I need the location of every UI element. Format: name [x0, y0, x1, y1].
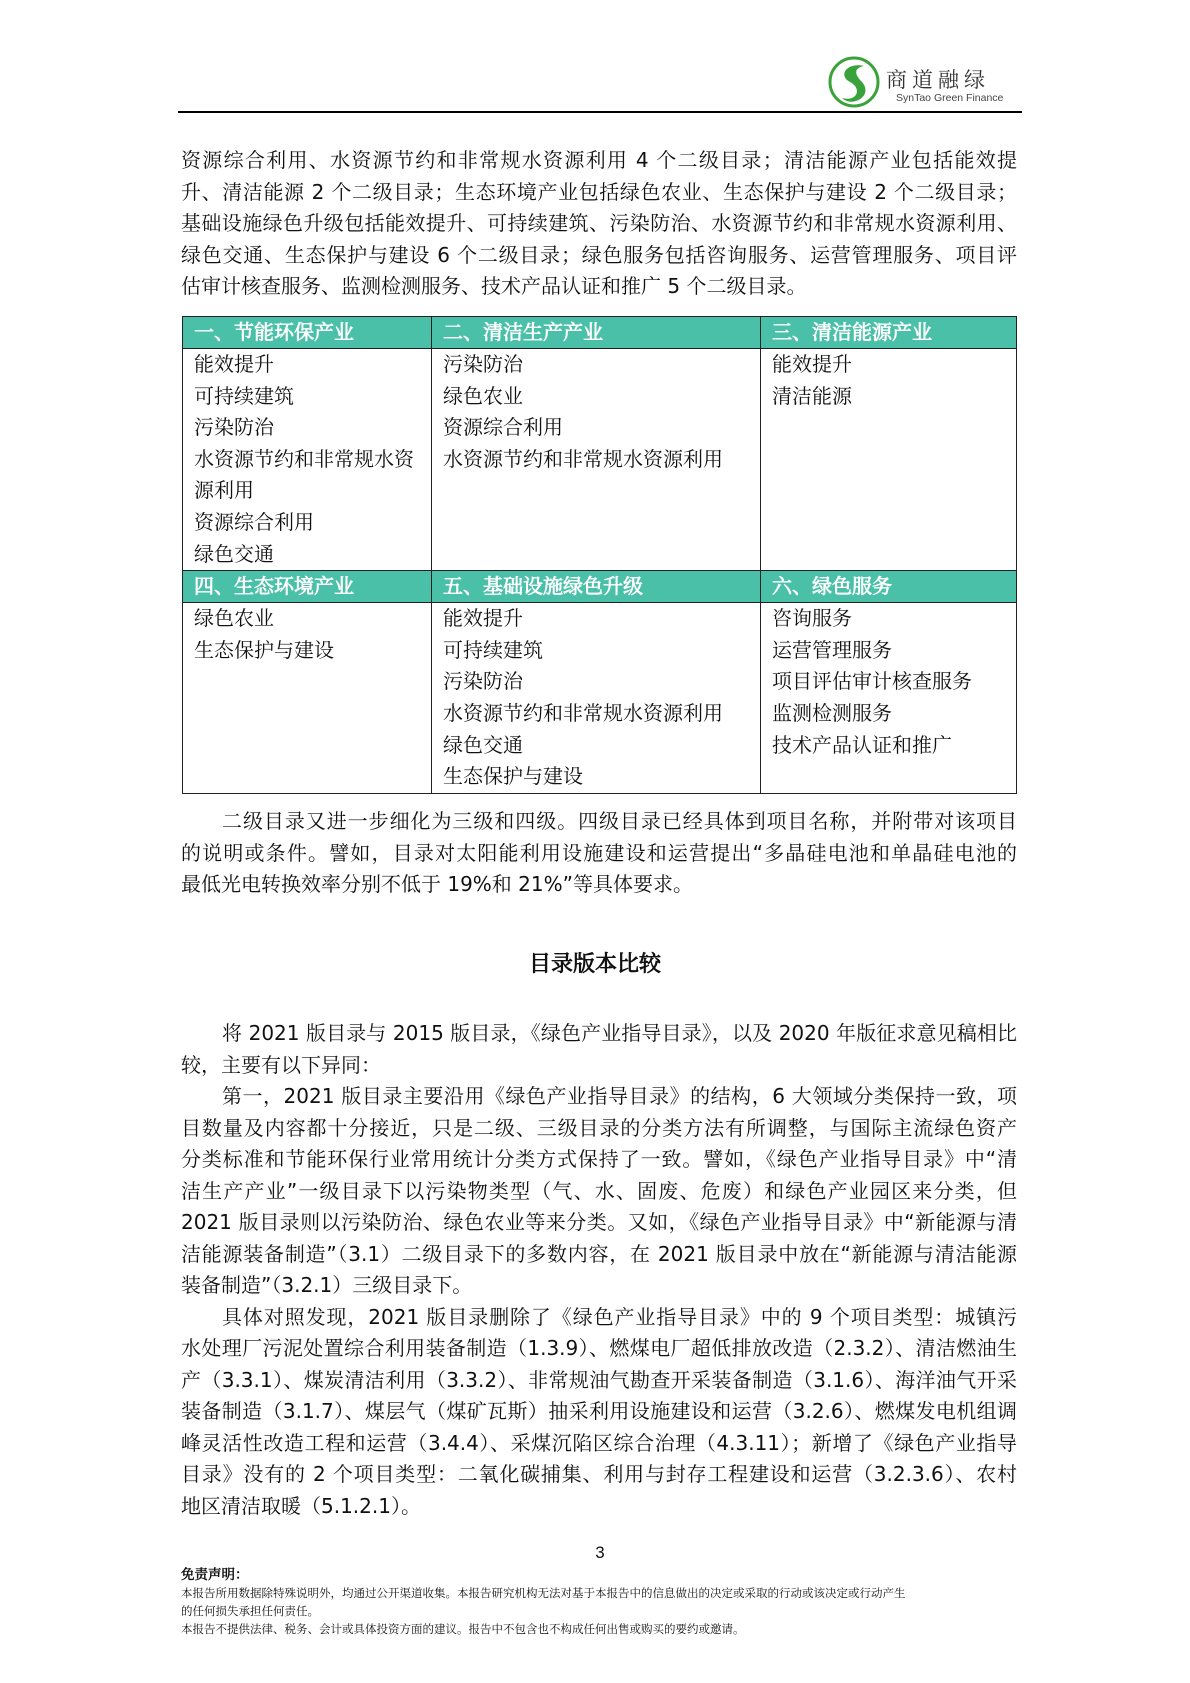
intro-paragraph [181, 145, 1017, 303]
detail-paragraph [181, 806, 1017, 901]
logo-english: SynTao Green Finance [896, 92, 1004, 104]
text-line: 的说明或条件。譬如，目录对太阳能利用设施建设和运营提出“多晶硅电池和单晶硅电池的 [181, 840, 1017, 865]
table-cell-item: 生态保护与建设 [194, 637, 334, 662]
syntao-logo [828, 56, 1018, 110]
table-cell-item: 绿色农业 [443, 383, 523, 408]
header-divider [178, 111, 1022, 113]
table-cell-item: 污染防治 [443, 669, 523, 694]
table-row [183, 349, 1017, 571]
table-cell-item: 技术产品认证和推广 [772, 732, 952, 757]
table-cell-item: 绿色交通 [443, 732, 523, 757]
text-line: 估审计核查服务、监测检测服务、技术产品认证和推广 5 个二级目录。 [181, 274, 807, 298]
table-cell-item: 资源综合利用 [194, 509, 314, 534]
table-cell-item: 项目评估审计核查服务 [772, 669, 972, 694]
text-line: 资源综合利用、水资源节约和非常规水资源利用 4 个二级目录；清洁能源产业包括能效提 [181, 148, 1017, 172]
logo-chinese: 商道融绿 [886, 68, 990, 92]
text-line: 二级目录又进一步细化为三级和四级。四级目录已经具体到项目名称，并附带对该项目 [222, 809, 1017, 833]
text-line: 较，主要有以下异同： [181, 1052, 381, 1077]
table-cell [183, 603, 432, 794]
table-cell-item: 咨询服务 [772, 606, 852, 631]
text-line: 基础设施绿色升级包括能效提升、可持续建筑、污染防治、水资源节约和非常规水资源利用、 [181, 211, 1017, 235]
page-number: 3 [595, 1543, 605, 1562]
disclaimer-title: 免责声明： [181, 1567, 249, 1583]
table-header: 五、基础设施绿色升级 [432, 571, 761, 603]
comparison-paragraph [181, 1018, 1017, 1522]
table-cell-item: 资源综合利用 [443, 415, 563, 440]
table-header: 六、绿色服务 [761, 571, 1017, 603]
table-header: 四、生态环境产业 [183, 571, 432, 603]
text-line: 分类标准和节能环保行业常用统计分类方式保持了一致。譬如，《绿色产业指导目录》中“清 [181, 1147, 1017, 1171]
table-cell-item: 运营管理服务 [772, 637, 892, 662]
logo-s-icon [828, 56, 880, 108]
table-cell-item: 水资源节约和非常规水资源利用 [443, 446, 723, 471]
table-cell [761, 349, 1017, 571]
table-cell-item: 清洁能源 [772, 383, 852, 408]
text-line: 装备制造”（3.2.1）三级目录下。 [181, 1273, 473, 1297]
table-cell-item: 绿色交通 [194, 541, 274, 566]
section-title: 目录版本比较 [528, 952, 661, 977]
table-header-row [183, 317, 1017, 349]
text-line: 最低光电转换效率分别不低于 19%和 21%”等具体要求。 [181, 872, 693, 896]
text-line: 地区清洁取暖（5.1.2.1）。 [181, 1493, 421, 1518]
table-cell-item: 生态保护与建设 [443, 764, 583, 789]
text-line: 具体对照发现，2021 版目录删除了《绿色产业指导目录》中的 9 个项目类型：城镇污 [222, 1304, 1017, 1329]
table-cell [432, 603, 761, 794]
table-cell-item: 水资源节约和非常规水资源利用 [443, 700, 723, 725]
text-line: 水处理厂污泥处置综合利用装备制造（1.3.9）、燃煤电厂超低排放改造（2.3.2）、清洁燃油生 [181, 1336, 1017, 1360]
table-cell-item: 污染防治 [194, 415, 274, 440]
disclaimer-line: 的任何损失承担任何责任。 [181, 1604, 319, 1618]
table-cell [432, 349, 761, 571]
text-line: 2021 版目录则以污染防治、绿色农业等来分类。又如，《绿色产业指导目录》中“新能源与清 [181, 1210, 1017, 1234]
table-cell [183, 349, 432, 571]
text-line: 将 2021 版目录与 2015 版目录，《绿色产业指导目录》，以及 2020 年版征求意见稿相比 [222, 1021, 1017, 1045]
table-cell-item: 可持续建筑 [443, 637, 543, 662]
text-line: 产（3.3.1）、煤炭清洁利用（3.3.2）、非常规油气勘查开采装备制造（3.1.6）、海洋油气开采 [181, 1367, 1017, 1392]
table-cell-item: 能效提升 [443, 606, 523, 631]
text-line: 目数量及内容都十分接近，只是二级、三级目录的分类方法有所调整，与国际主流绿色资产 [181, 1115, 1017, 1140]
table-cell-item: 监测检测服务 [772, 700, 892, 725]
table-cell-item: 污染防治 [443, 352, 523, 376]
table-header-row [183, 571, 1017, 603]
table-row [183, 603, 1017, 794]
text-line: 升、清洁能源 2 个二级目录；生态环境产业包括绿色农业、生态保护与建设 2 个二级目录； [181, 179, 1017, 204]
table-header: 三、清洁能源产业 [761, 317, 1017, 349]
table-cell-item: 源利用 [194, 478, 254, 503]
disclaimer-line: 本报告不提供法律、税务、会计或具体投资方面的建议。报告中不包含也不构成任何出售或购买的要约或邀请。 [181, 1622, 745, 1636]
text-line: 洁生产产业”一级目录下以污染物类型（气、水、固废、危废）和绿色产业园区来分类，但 [181, 1178, 1017, 1203]
text-line: 峰灵活性改造工程和运营（3.4.4）、采煤沉陷区综合治理（4.3.11）；新增了《绿色产业指导 [181, 1430, 1017, 1455]
text-line: 绿色交通、生态保护与建设 6 个二级目录；绿色服务包括咨询服务、运营管理服务、项目评 [181, 242, 1017, 267]
catalog-table [182, 316, 1017, 794]
table-cell [761, 603, 1017, 794]
table-cell-item: 能效提升 [194, 352, 274, 376]
table-cell-item: 水资源节约和非常规水资 [194, 446, 414, 471]
text-line: 洁能源装备制造”（3.1）二级目录下的多数内容，在 2021 版目录中放在“新能源与清洁能源 [181, 1241, 1017, 1266]
table-header: 二、清洁生产产业 [432, 317, 761, 349]
table-header: 一、节能环保产业 [183, 317, 432, 349]
disclaimer-line: 本报告所用数据除特殊说明外，均通过公开渠道收集。本报告研究机构无法对基于本报告中的信息做出的决定或采取的行动或该决定或行动产生 [181, 1586, 906, 1600]
text-line: 装备制造（3.1.7）、煤层气（煤矿瓦斯）抽采利用设施建设和运营（3.2.6）、燃煤发电机组调 [181, 1399, 1017, 1423]
text-line: 第一，2021 版目录主要沿用《绿色产业指导目录》的结构，6 大领域分类保持一致，项 [222, 1084, 1017, 1108]
table-cell-item: 能效提升 [772, 352, 852, 376]
disclaimer [181, 1566, 1041, 1638]
text-line: 目录》没有的 2 个项目类型：二氧化碳捕集、利用与封存工程建设和运营（3.2.3.6）、农村 [181, 1462, 1017, 1486]
table-cell-item: 可持续建筑 [194, 383, 294, 408]
table-cell-item: 绿色农业 [194, 606, 274, 631]
